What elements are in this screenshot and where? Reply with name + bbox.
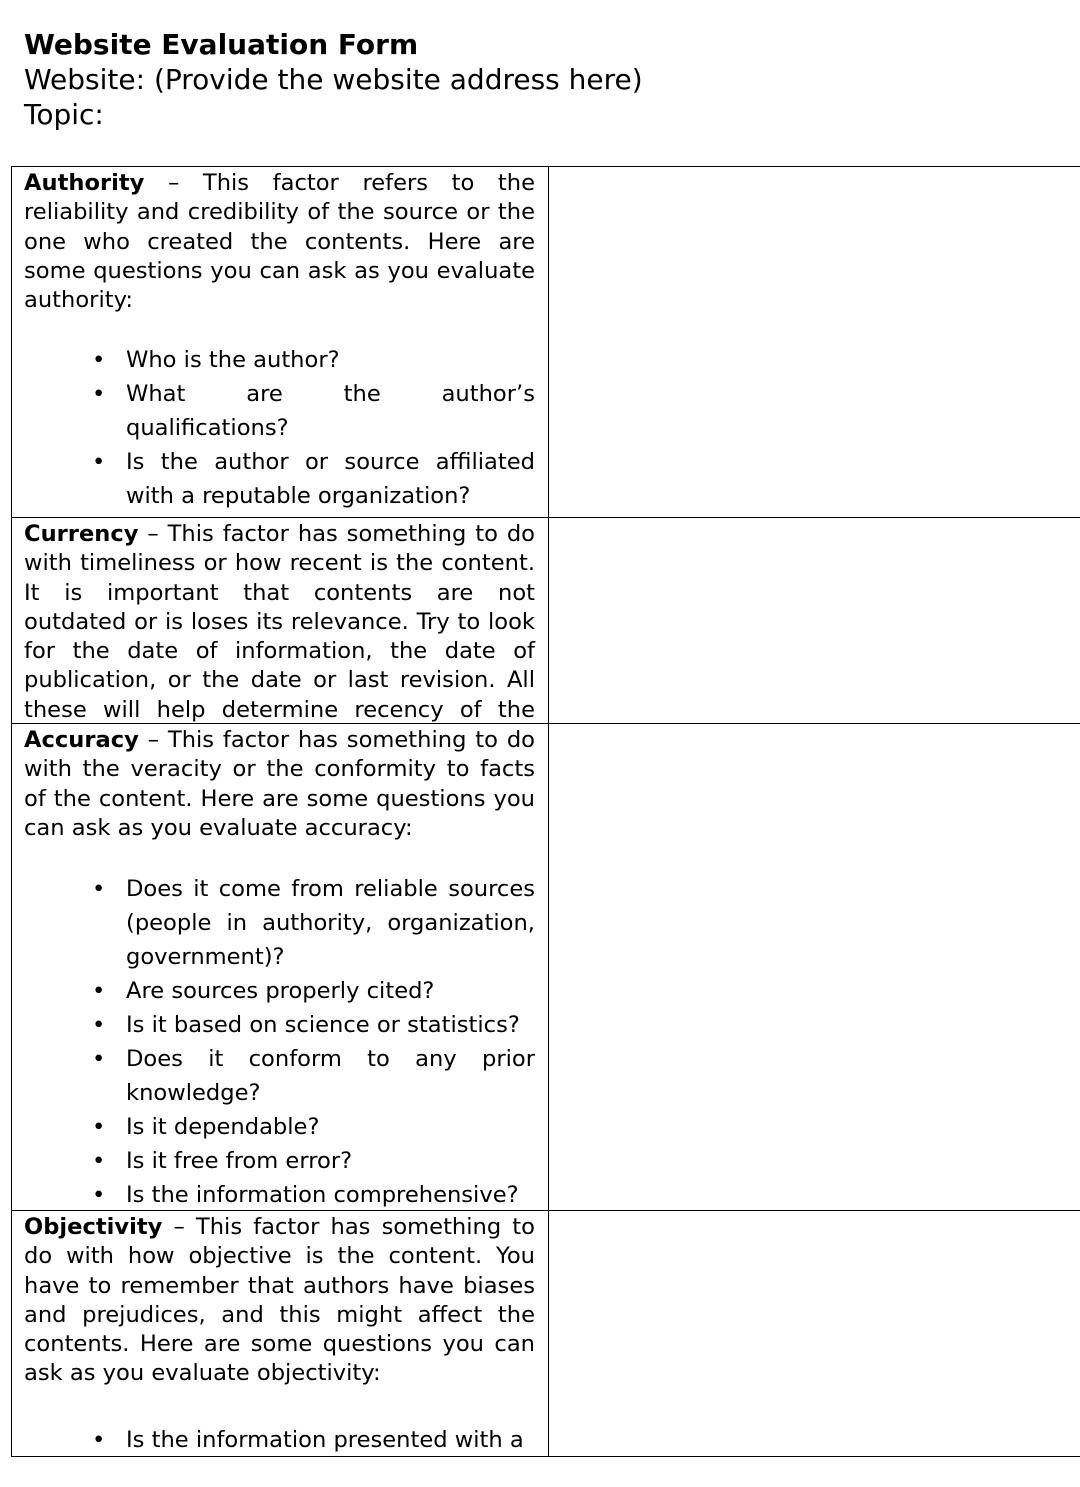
answer-cell-objectivity[interactable] [549,1211,1080,1457]
criterion-description-authority: – This factor refers to the reliability and credibility of the source or the one who created the contents. Here are some questions you can ask as you evaluate authority: [24,170,535,314]
question-list-objectivity [24,1423,535,1456]
criterion-description-accuracy: – This factor has something to do with the veracity or the conformity to facts of the content. Here are some questions you can ask as you evaluate accuracy: [24,727,535,841]
answer-cell-authority[interactable] [549,167,1080,518]
criterion-name-objectivity: Objectivity [24,1214,163,1240]
question-list-accuracy [24,872,535,1210]
table-row-accuracy [12,724,1080,1211]
criterion-name-accuracy: Accuracy [24,727,139,753]
list-item: • Is the information comprehensive? [126,1178,535,1210]
list-item: • Who is the author? [126,343,535,377]
criterion-name-currency: Currency [24,521,139,547]
evaluation-table [11,166,1080,1457]
answer-cell-accuracy[interactable] [549,724,1080,1211]
list-item: • What are the author’s qualifications? [126,377,535,445]
list-item: • Does it come from reliable sources (people in authority, organization, government)? [126,872,535,974]
list-item: • Is the author or source affiliated with a reputable organization? [126,445,535,513]
criterion-cell-currency [12,518,549,724]
answer-cell-currency[interactable] [549,518,1080,724]
table-row-objectivity [12,1211,1080,1457]
criterion-description-currency: – This factor has something to do with timeliness or how recent is the content. It is important that contents are not outdated or is loses its relevance. Try to look for the date of information, the date of publication, or the date or last revision. All these will help determine recency of the [24,521,535,723]
table-row-authority [12,167,1080,518]
list-item: • Is it dependable? [126,1110,535,1144]
criterion-text-accuracy [24,726,535,843]
criterion-cell-accuracy [12,724,549,1211]
criterion-cell-authority [12,167,549,518]
criterion-cell-objectivity [12,1211,549,1457]
table-row-currency [12,518,1080,724]
website-line: Website: (Provide the website address here) [24,63,643,96]
list-item: • Is it free from error? [126,1144,535,1178]
criterion-name-authority: Authority [24,170,145,196]
criterion-text-authority [24,169,535,315]
list-item: • Are sources properly cited? [126,974,535,1008]
list-item [126,513,535,517]
criterion-description-objectivity: – This factor has something to do with how objective is the content. You have to remember that authors have biases and prejudices, and this might affect the contents. Here are some questions you can ask as you evaluate objectivity: [24,1214,535,1387]
form-title: Website Evaluation Form [24,28,419,61]
criterion-text-objectivity [24,1213,535,1389]
topic-line: Topic: [24,98,104,131]
list-item: • Is it based on science or statistics? [126,1008,535,1042]
list-item: • Is the information presented with a [126,1423,535,1456]
list-item: • Does it conform to any prior knowledge? [126,1042,535,1110]
form-header [24,28,1064,132]
question-list-authority [24,343,535,517]
criterion-text-currency [24,520,535,723]
